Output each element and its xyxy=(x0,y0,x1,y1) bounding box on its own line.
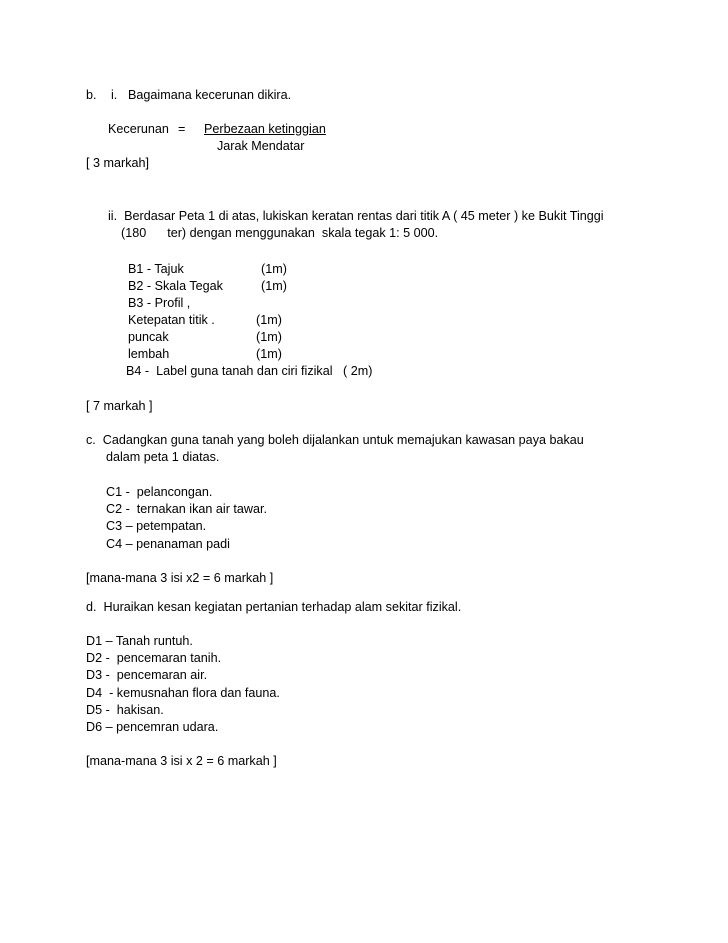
criteria-label: Ketepatan titik . xyxy=(128,313,215,327)
question-b-ii-line2: (180 ter) dengan menggunakan skala tegak 1: 5 000. xyxy=(121,226,439,240)
criteria-label: B1 - Tajuk xyxy=(128,262,184,276)
marks-b-i: [ 3 markah] xyxy=(86,156,149,170)
criteria-score: (1m) xyxy=(256,313,282,327)
criteria-label: lembah xyxy=(128,347,170,361)
section-b-marker: b. xyxy=(86,88,97,102)
formula-lhs: Kecerunan xyxy=(108,122,169,136)
question-b-ii-line1: ii. Berdasar Peta 1 di atas, lukiskan keratan rentas dari titik A ( 45 meter ) ke Bukit Tinggi xyxy=(108,209,604,223)
answer-item: D2 - pencemaran tanih. xyxy=(86,651,222,665)
answer-item: C1 - pelancongan. xyxy=(106,485,213,499)
criteria-b4: B4 - Label guna tanah dan ciri fizikal ( 2m) xyxy=(126,364,373,378)
question-d: d. Huraikan kesan kegiatan pertanian terhadap alam sekitar fizikal. xyxy=(86,600,462,614)
answer-item: D3 - pencemaran air. xyxy=(86,668,208,682)
answer-item: D1 – Tanah runtuh. xyxy=(86,634,193,648)
formula-numerator: Perbezaan ketinggian xyxy=(204,122,326,136)
question-b-i-label: i. xyxy=(111,88,118,102)
marks-d: [mana-mana 3 isi x 2 = 6 markah ] xyxy=(86,754,277,768)
marks-c: [mana-mana 3 isi x2 = 6 markah ] xyxy=(86,571,274,585)
answer-item: D6 – pencemran udara. xyxy=(86,720,219,734)
answer-item: D4 - kemusnahan flora dan fauna. xyxy=(86,686,280,700)
question-b-i-text: Bagaimana kecerunan dikira. xyxy=(128,88,292,102)
criteria-score: (1m) xyxy=(261,279,287,293)
answer-item: C2 - ternakan ikan air tawar. xyxy=(106,502,267,516)
answer-item: D5 - hakisan. xyxy=(86,703,164,717)
criteria-score: (1m) xyxy=(261,262,287,276)
formula-denominator: Jarak Mendatar xyxy=(217,139,305,153)
criteria-label: puncak xyxy=(128,330,169,344)
criteria-label: B2 - Skala Tegak xyxy=(128,279,223,293)
question-c-line2: dalam peta 1 diatas. xyxy=(106,450,220,464)
answer-item: C4 – penanaman padi xyxy=(106,537,230,551)
marks-b-ii: [ 7 markah ] xyxy=(86,399,153,413)
answer-item: C3 – petempatan. xyxy=(106,519,207,533)
criteria-score: (1m) xyxy=(256,347,282,361)
criteria-score: (1m) xyxy=(256,330,282,344)
question-c-line1: c. Cadangkan guna tanah yang boleh dijalankan untuk memajukan kawasan paya bakau xyxy=(86,433,584,447)
formula-equals: = xyxy=(178,122,186,136)
criteria-label: B3 - Profil , xyxy=(128,296,191,310)
